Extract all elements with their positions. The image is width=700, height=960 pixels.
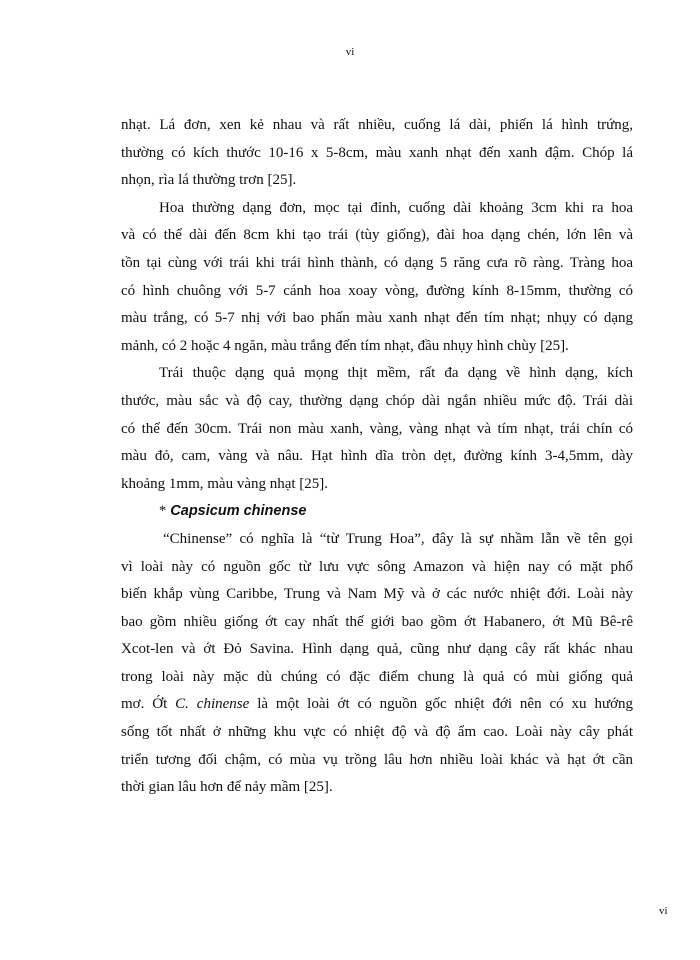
text-line: có hình chuông với 5-7 cánh hoa xoay vòng, đường kính 8-15mm, thường có [121, 282, 633, 299]
text-line: nhọn, rìa lá thường trơn [25]. [121, 172, 297, 189]
text-line: màu trắng, có 5-7 nhị với bao phấn màu xanh nhạt đến tím nhạt; nhụy có dạng [121, 310, 633, 327]
species-heading [159, 498, 633, 526]
text-line: tồn tại cùng với trái khi trái hình thành, có dạng 5 răng cưa rõ ràng. Tràng hoa [121, 254, 633, 271]
text-line: Hoa thường dạng đơn, mọc tại đỉnh, cuống dài khoảng 3cm khi ra hoa [159, 199, 633, 216]
text-line: mảnh, có 2 hoặc 4 ngăn, màu trắng đến tím nhạt, đầu nhụy hình chùy [25]. [121, 337, 569, 354]
paragraph-leaf-description [121, 112, 633, 195]
text-line: và có thể dài đến 8cm khi tạo trái (tùy giống), đài hoa dạng chén, lớn lên và [121, 227, 633, 244]
text-line: vì loài này có nguồn gốc từ lưu vực sông Amazon và hiện nay có mặt phổ [121, 558, 633, 575]
paragraph-flower-description [121, 195, 633, 361]
text-line: màu đỏ, cam, vàng và nâu. Hạt hình dĩa tròn dẹt, đường kính 3-4,5mm, dày [121, 448, 633, 465]
text-line: thời gian lâu hơn để nảy mầm [25]. [121, 779, 333, 796]
text-line: Trái thuộc dạng quả mọng thịt mềm, rất đa dạng về hình dạng, kích [159, 365, 633, 382]
text-line: khoảng 1mm, màu vàng nhạt [25]. [121, 475, 329, 492]
text-line: thường có kích thước 10-16 x 5-8cm, màu xanh nhạt đến xanh đậm. Chóp lá [121, 144, 633, 161]
text-line: biến khắp vùng Caribbe, Trung và Nam Mỹ và ở các nước nhiệt đới. Loài này [121, 586, 633, 603]
text-line: “Chinense” có nghĩa là “từ Trung Hoa”, đây là sự nhầm lẫn về tên gọi [163, 530, 633, 547]
text-line: bao gồm nhiều giống ớt cay nhất thế giới bao gồm ớt Habanero, ớt Mũ Bê-rê [121, 613, 633, 630]
text-line: nhạt. Lá đơn, xen kẻ nhau và rất nhiều, cuống lá dài, phiến lá hình trứng, [121, 117, 633, 133]
text-line: sống tốt nhất ở những khu vực có nhiệt độ và độ ẩm cao. Loài này cây phát [121, 724, 633, 741]
text-line: thước, màu sắc và độ cay, thường dạng chóp dài ngắn nhiều mức độ. Trái dài [121, 392, 633, 409]
species-name-italic: C. chinense [175, 696, 250, 713]
heading-bullet: * [159, 503, 167, 520]
paragraph-fruit-description [121, 360, 633, 498]
paragraph-capsicum-chinense [121, 526, 633, 802]
text-line: có thể đến 30cm. Trái non màu xanh, vàng, vàng nhạt và tím nhạt, trái chín có [121, 420, 633, 437]
header-page-number: vi [345, 46, 355, 58]
footer-page-number: vi [659, 905, 668, 917]
text-segment: là một loài ớt có nguồn gốc nhiệt đới nên có xu hướng [249, 696, 634, 713]
text-line: triển tương đối chậm, có mùa vụ trồng lâu hơn nhiều loài khác và hạt ớt cần [121, 751, 633, 768]
text-line: trong loài này mặc dù chúng có đặc điểm chung là quả có mùi giống quả [121, 668, 633, 685]
species-heading-title: Capsicum chinense [170, 503, 307, 520]
text-line-with-species [121, 691, 633, 719]
body-text [121, 112, 633, 802]
text-segment: mơ. Ớt [121, 696, 176, 713]
text-line: Xcot-len và ớt Đỏ Savina. Hình dạng quả, cũng như dạng cây rất khác nhau [121, 641, 633, 658]
